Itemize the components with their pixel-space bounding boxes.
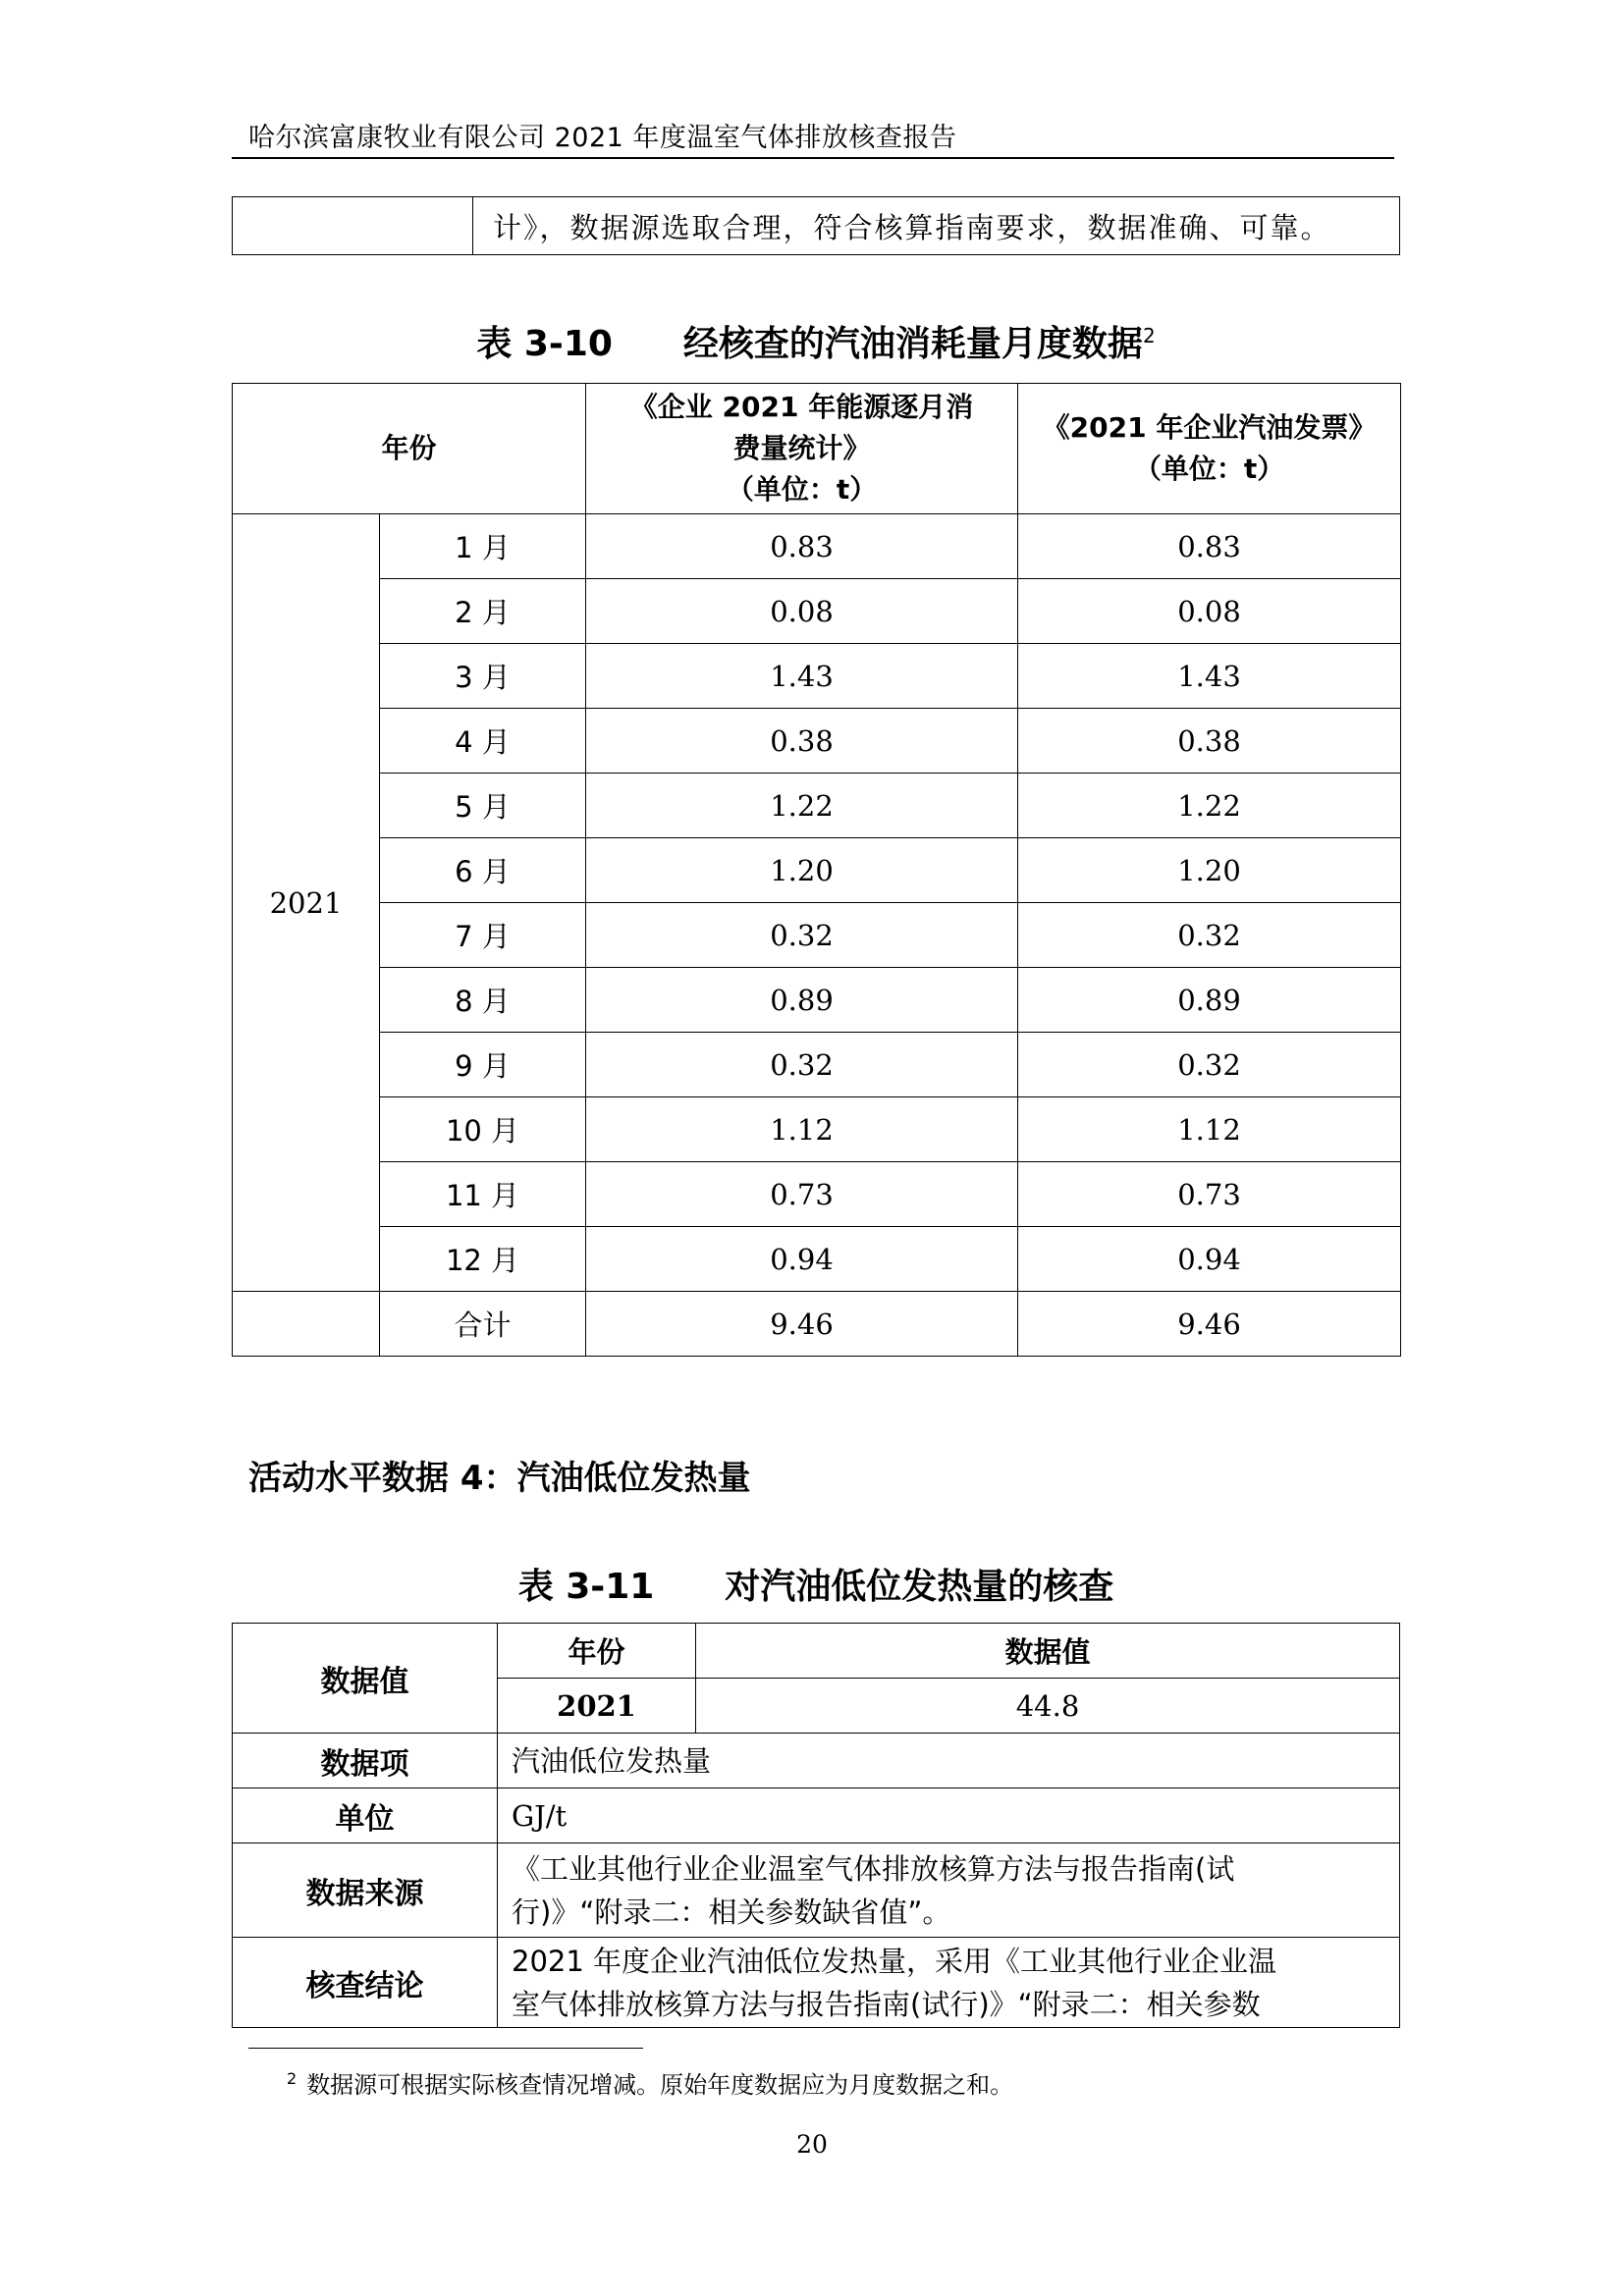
table-row [233, 1843, 1400, 1938]
header-line: 《企业 2021 年能源逐月消 [629, 391, 974, 423]
footnote [287, 2065, 1013, 2100]
text-line: 2021 年度企业汽油低位发热量，采用《工业其他行业企业温 [512, 1944, 1277, 1978]
table-row [233, 1097, 1401, 1162]
statistics-value-cell: 0.83 [586, 514, 1018, 579]
table-row [233, 1938, 1400, 2028]
table-row [233, 1292, 1401, 1357]
text-line: 室气体排放核算方法与报告指南(试行)》“附录二：相关参数 [512, 1987, 1261, 2021]
table-row [233, 197, 1400, 255]
table-row [233, 579, 1401, 644]
text-line: 《工业其他行业企业温室气体排放核算方法与报告指南(试 [512, 1851, 1235, 1886]
header-line: 《2021 年企业汽油发票》 [1042, 411, 1377, 444]
table-row [233, 709, 1401, 774]
statistics-value-cell: 0.38 [586, 709, 1018, 774]
footnote-ref: 2 [1142, 324, 1156, 347]
header-row [233, 384, 1401, 514]
table-row [233, 1162, 1401, 1227]
month-cell: 8 月 [380, 968, 586, 1033]
invoice-value-cell: 0.83 [1018, 514, 1401, 579]
statistics-value-cell: 1.22 [586, 774, 1018, 838]
month-cell: 5 月 [380, 774, 586, 838]
statistics-value-cell: 0.32 [586, 903, 1018, 968]
page-number: 20 [796, 2130, 828, 2159]
invoice-value-cell: 1.12 [1018, 1097, 1401, 1162]
text-line: 行)》“附录二：相关参数缺省值”。 [512, 1895, 951, 1929]
table-row [233, 1734, 1400, 1789]
invoice-value-cell: 0.94 [1018, 1227, 1401, 1292]
footnote-text: 数据源可根据实际核查情况增减。原始年度数据应为月度数据之和。 [306, 2071, 1014, 2099]
gasoline-monthly-table [232, 383, 1401, 1357]
sub-header-value: 数据值 [696, 1624, 1400, 1679]
month-cell: 4 月 [380, 709, 586, 774]
table-row [233, 1227, 1401, 1292]
month-cell: 9 月 [380, 1033, 586, 1097]
month-cell: 3 月 [380, 644, 586, 709]
empty-cell [233, 197, 473, 255]
table-row [233, 774, 1401, 838]
conclusion-cell [498, 1938, 1400, 2028]
header-line: （单位：t） [1133, 453, 1285, 485]
invoice-value-cell: 0.32 [1018, 903, 1401, 968]
statistics-value-cell: 0.32 [586, 1033, 1018, 1097]
table-row [233, 838, 1401, 903]
footnote-mark: 2 [287, 2069, 298, 2088]
invoice-value-cell: 0.73 [1018, 1162, 1401, 1227]
heating-value-table [232, 1623, 1400, 2028]
label-source: 数据来源 [233, 1843, 498, 1938]
statistics-value-cell: 1.43 [586, 644, 1018, 709]
month-cell: 10 月 [380, 1097, 586, 1162]
statistics-value-cell: 0.73 [586, 1162, 1018, 1227]
invoice-value-cell: 0.38 [1018, 709, 1401, 774]
col-header-statistics [586, 384, 1018, 514]
label-unit: 单位 [233, 1789, 498, 1843]
total-label-cell: 合计 [380, 1292, 586, 1357]
invoice-value-cell: 1.43 [1018, 644, 1401, 709]
statistics-value-cell: 1.12 [586, 1097, 1018, 1162]
source-cell [498, 1843, 1400, 1938]
label-data-value: 数据值 [233, 1624, 498, 1734]
col-header-invoice [1018, 384, 1401, 514]
sub-header-year: 年份 [498, 1624, 696, 1679]
table-row [233, 1789, 1400, 1843]
continuation-table [232, 196, 1400, 255]
table-row [233, 644, 1401, 709]
invoice-value-cell: 9.46 [1018, 1292, 1401, 1357]
continuation-text: 计》，数据源选取合理，符合核算指南要求，数据准确、可靠。 [473, 197, 1400, 255]
statistics-value-cell: 0.08 [586, 579, 1018, 644]
statistics-value-cell: 9.46 [586, 1292, 1018, 1357]
caption-text: 表 3-10 经核查的汽油消耗量月度数据 [476, 324, 1143, 364]
invoice-value-cell: 0.32 [1018, 1033, 1401, 1097]
month-cell: 2 月 [380, 579, 586, 644]
col-header-year: 年份 [233, 384, 586, 514]
year-cell: 2021 [233, 514, 380, 1292]
header-line: （单位：t） [726, 473, 878, 506]
statistics-value-cell: 0.94 [586, 1227, 1018, 1292]
table-row [233, 514, 1401, 579]
month-cell: 6 月 [380, 838, 586, 903]
month-cell: 1 月 [380, 514, 586, 579]
invoice-value-cell: 1.20 [1018, 838, 1401, 903]
table-row [233, 968, 1401, 1033]
value-cell: 44.8 [696, 1679, 1400, 1734]
header-line: 费量统计》 [732, 432, 871, 464]
invoice-value-cell: 0.08 [1018, 579, 1401, 644]
table-row [233, 903, 1401, 968]
month-cell: 11 月 [380, 1162, 586, 1227]
empty-cell [233, 1292, 380, 1357]
invoice-value-cell: 1.22 [1018, 774, 1401, 838]
header-rule [232, 157, 1394, 159]
footnote-rule [248, 2048, 643, 2049]
data-item-cell: 汽油低位发热量 [498, 1734, 1400, 1789]
month-cell: 12 月 [380, 1227, 586, 1292]
month-cell: 7 月 [380, 903, 586, 968]
section-heading: 活动水平数据 4：汽油低位发热量 [248, 1459, 751, 1498]
invoice-value-cell: 0.89 [1018, 968, 1401, 1033]
table-row [233, 1624, 1400, 1679]
year-cell: 2021 [498, 1679, 696, 1734]
label-data-item: 数据项 [233, 1734, 498, 1789]
page-header: 哈尔滨富康牧业有限公司 2021 年度温室气体排放核查报告 [248, 123, 957, 153]
unit-cell: GJ/t [498, 1789, 1400, 1843]
table-row [233, 1033, 1401, 1097]
table-310-caption [232, 316, 1400, 366]
statistics-value-cell: 1.20 [586, 838, 1018, 903]
table-311-caption: 表 3-11 对汽油低位发热量的核查 [517, 1567, 1114, 1607]
label-conclusion: 核查结论 [233, 1938, 498, 2028]
statistics-value-cell: 0.89 [586, 968, 1018, 1033]
